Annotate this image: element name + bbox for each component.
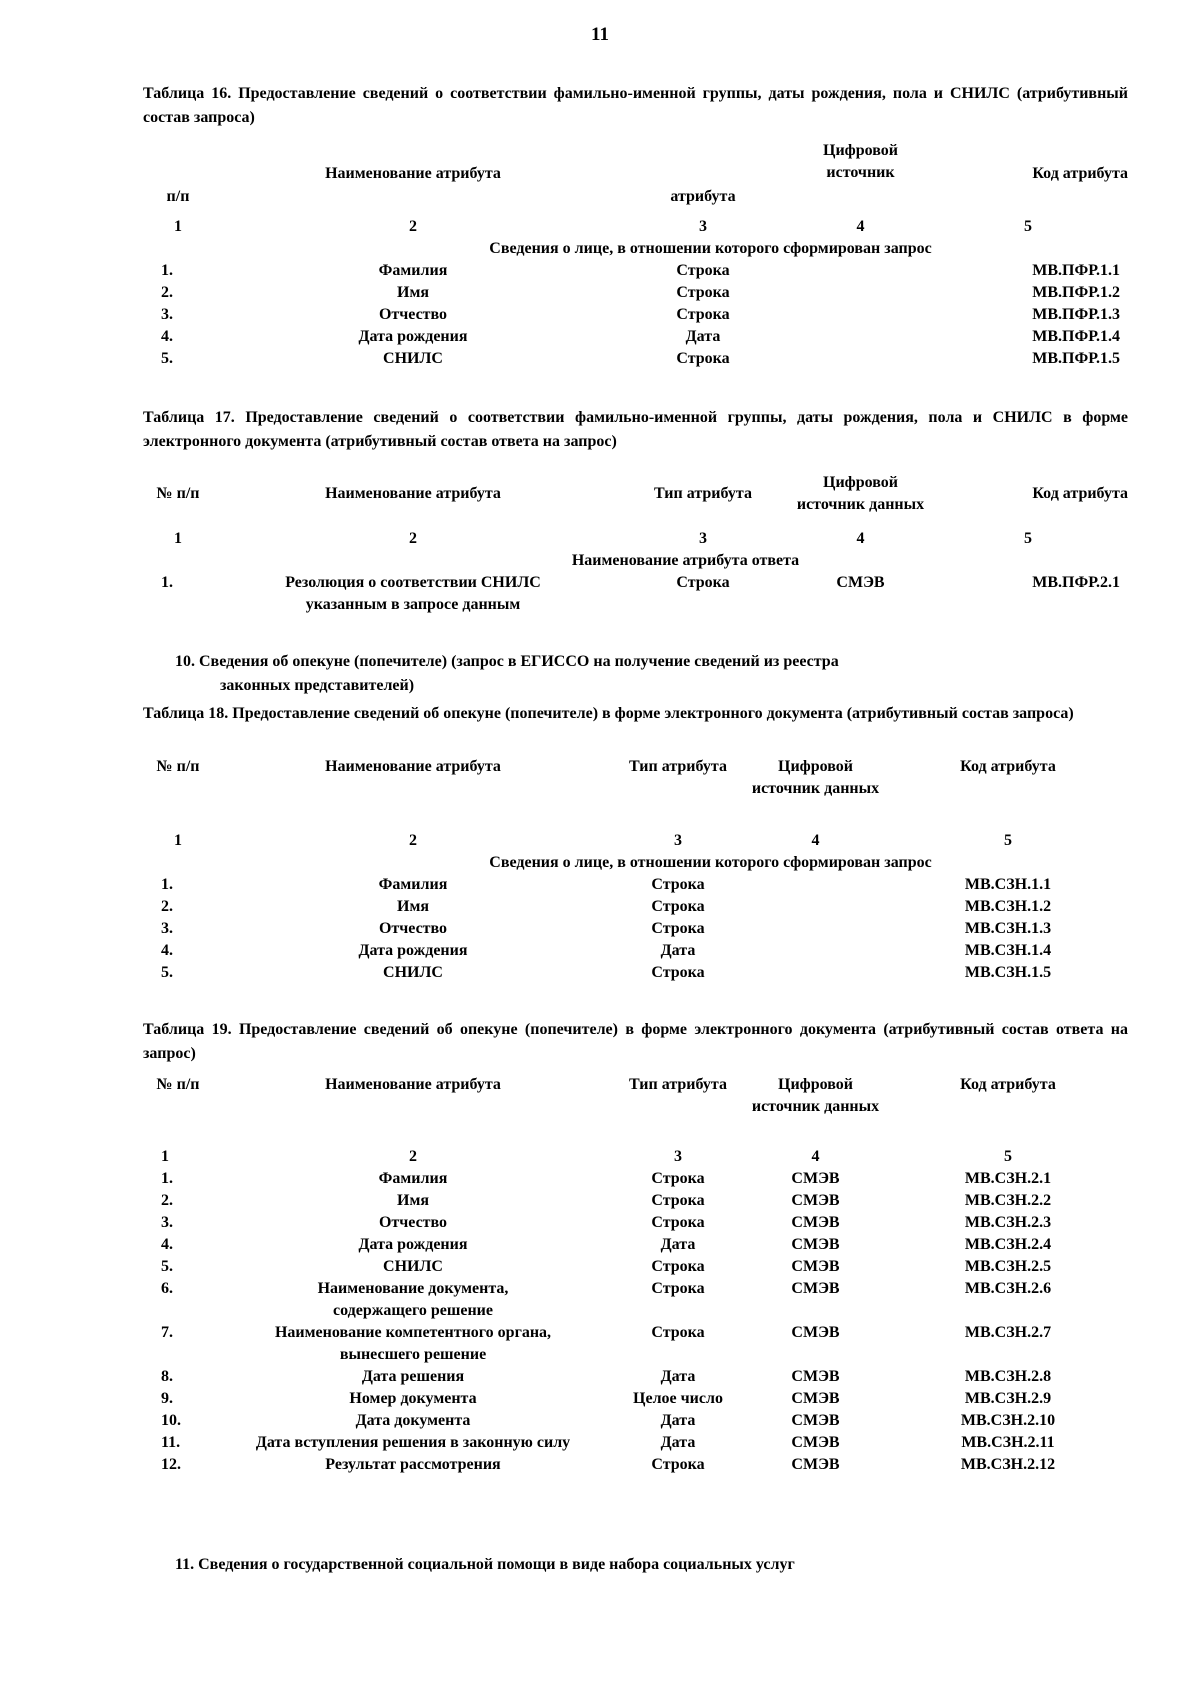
table19-header-type: Тип атрибута [629, 1076, 727, 1093]
table-row [143, 1432, 1128, 1454]
row-number: 7. [161, 1324, 173, 1341]
table18-header-code: Код атрибута [960, 758, 1056, 775]
table19-colnum: 4 [811, 1148, 820, 1165]
table17-colnum-row [143, 528, 1128, 550]
attribute-source: СМЭВ [791, 1390, 840, 1407]
row-number: 1. [161, 1170, 173, 1187]
table18-colnum: 5 [1004, 832, 1012, 849]
attribute-code: МВ.СЗН.1.4 [964, 942, 1052, 959]
attribute-code: МВ.СЗН.1.2 [964, 898, 1052, 915]
attribute-name: Отчество [378, 920, 448, 937]
attribute-name: Фамилия [378, 262, 448, 279]
table16-colnum: 3 [699, 218, 707, 235]
attribute-name: Отчество [378, 1214, 448, 1231]
attribute-type: Строка [676, 350, 730, 367]
row-number: 2. [161, 898, 173, 915]
attribute-name: Номер документа [349, 1390, 477, 1407]
table-row [143, 1410, 1128, 1432]
table19-caption: Таблица 19. Предоставление сведений об опекуне (попечителе) в форме электронного документа (атрибутивный состав ответа на запрос) [143, 1021, 1128, 1062]
attribute-code: МВ.ПФР.1.2 [1032, 284, 1120, 301]
table-row [143, 1454, 1128, 1476]
table16-colnum: 1 [174, 218, 182, 235]
row-number: 2. [161, 284, 173, 301]
attribute-code: МВ.СЗН.2.4 [964, 1236, 1052, 1253]
row-number: 11. [161, 1434, 181, 1451]
attribute-code: МВ.СЗН.2.7 [964, 1324, 1052, 1341]
attribute-source [743, 940, 888, 962]
attribute-name: Имя [397, 1192, 429, 1209]
table17-header-num: № п/п [156, 485, 200, 502]
row-number: 2. [161, 1192, 173, 1209]
row-number: 4. [161, 328, 173, 345]
table16-group-row [143, 238, 1128, 260]
attribute-name: Дата документа [355, 1412, 471, 1429]
table18-header-type: Тип атрибута [629, 758, 727, 775]
attribute-type: Строка [676, 284, 730, 301]
table-row [143, 1256, 1128, 1278]
attribute-source [793, 282, 928, 304]
table16-header-source: Цифровой источник [823, 142, 898, 181]
attribute-source [793, 304, 928, 326]
attribute-source: СМЭВ [791, 1368, 840, 1385]
attribute-type: Строка [651, 1280, 705, 1297]
attribute-source: СМЭВ [791, 1434, 840, 1451]
table16-header-row [143, 140, 1128, 208]
table18-header-name: Наименование атрибута [325, 758, 501, 775]
attribute-type: Дата [660, 1412, 696, 1429]
table17 [143, 460, 1128, 616]
section-10-line2: законных представителей) [220, 677, 415, 694]
table18-colnum: 3 [674, 832, 682, 849]
table18-caption: Таблица 18. Предоставление сведений об опекуне (попечителе) в форме электронного документа (атрибутивный состав запроса) [143, 705, 1074, 722]
attribute-source: СМЭВ [791, 1280, 840, 1297]
attribute-name: Наименование компетентного органа, вынесшего решение [274, 1324, 552, 1363]
row-number: 10. [161, 1412, 181, 1429]
table19-colnum: 1 [161, 1148, 169, 1165]
table17-colnum: 3 [699, 530, 707, 547]
attribute-code: МВ.СЗН.2.2 [964, 1192, 1052, 1209]
table17-colnum: 5 [1024, 530, 1032, 547]
attribute-code: МВ.СЗН.2.8 [964, 1368, 1052, 1385]
row-number: 4. [161, 942, 173, 959]
table19-colnum: 5 [1004, 1148, 1012, 1165]
attribute-code: МВ.СЗН.2.1 [964, 1170, 1052, 1187]
attribute-name: Отчество [378, 306, 448, 323]
attribute-type: Строка [651, 920, 705, 937]
attribute-source [743, 962, 888, 984]
table19-colnum: 2 [409, 1148, 417, 1165]
attribute-name: Имя [397, 898, 429, 915]
attribute-code: МВ.СЗН.2.12 [960, 1456, 1056, 1473]
table-row [143, 1388, 1128, 1410]
row-number: 8. [161, 1368, 173, 1385]
attribute-source: СМЭВ [791, 1324, 840, 1341]
table19-header-row [143, 1074, 1128, 1146]
attribute-type: Дата [660, 942, 696, 959]
table19 [143, 1074, 1128, 1476]
table-row [143, 1322, 1128, 1366]
attribute-name: Дата рождения [358, 1236, 468, 1253]
attribute-source: СМЭВ [791, 1170, 840, 1187]
attribute-source [743, 896, 888, 918]
table-row [143, 260, 1128, 282]
table18-colnum-row [143, 830, 1128, 852]
attribute-type: Строка [676, 262, 730, 279]
row-number: 4. [161, 1236, 173, 1253]
attribute-source [743, 874, 888, 896]
table17-caption: Таблица 17. Предоставление сведений о соответствии фамильно-именной группы, даты рождения, пола и СНИЛС в форме электронного документа (атрибутивный состав ответа на запрос) [143, 409, 1128, 450]
table-row [143, 1168, 1128, 1190]
attribute-name: Результат рассмотрения [325, 1456, 501, 1473]
row-number: 3. [161, 920, 173, 937]
attribute-code: МВ.СЗН.2.11 [961, 1434, 1055, 1451]
table17-header-row [143, 460, 1128, 528]
attribute-type: Строка [651, 1258, 705, 1275]
attribute-type: Строка [651, 876, 705, 893]
row-number: 1. [161, 262, 173, 279]
attribute-source: СМЭВ [791, 1412, 840, 1429]
attribute-type: Строка [651, 1456, 705, 1473]
attribute-name: Фамилия [378, 876, 448, 893]
attribute-type: Строка [651, 898, 705, 915]
attribute-code: МВ.ПФР.1.5 [1032, 350, 1120, 367]
table17-group-row [143, 550, 1128, 572]
table19-header-source: Цифровой источник данных [751, 1076, 880, 1115]
attribute-name: Дата рождения [358, 942, 468, 959]
attribute-name: Дата решения [361, 1368, 465, 1385]
table-row [143, 896, 1128, 918]
row-number: 5. [161, 964, 173, 981]
attribute-name: Имя [397, 284, 429, 301]
table16-colnum: 5 [1024, 218, 1032, 235]
attribute-type: Дата [660, 1368, 696, 1385]
attribute-source [793, 260, 928, 282]
attribute-code: МВ.СЗН.2.10 [960, 1412, 1056, 1429]
table18-colnum: 2 [409, 832, 417, 849]
table-row [143, 1366, 1128, 1388]
attribute-code: МВ.СЗН.2.9 [964, 1390, 1052, 1407]
section-10-heading [175, 650, 1130, 698]
table16-colnum-row [143, 208, 1128, 238]
attribute-type: Строка [676, 306, 730, 323]
table17-header-source: Цифровой источник данных [796, 474, 925, 513]
row-number: 3. [161, 1214, 173, 1231]
table17-colnum: 1 [174, 530, 182, 547]
row-number: 1. [161, 876, 173, 893]
table16 [143, 140, 1128, 370]
attribute-code: МВ.ПФР.1.3 [1032, 306, 1120, 323]
table-row [143, 282, 1128, 304]
attribute-source: СМЭВ [791, 1236, 840, 1253]
table-row [143, 918, 1128, 940]
table-row [143, 940, 1128, 962]
table17-colnum: 2 [409, 530, 417, 547]
table-row [143, 874, 1128, 896]
row-number: 12. [161, 1456, 181, 1473]
attribute-source: СМЭВ [791, 1214, 840, 1231]
table18-header-num: № п/п [156, 758, 200, 775]
attribute-type: Целое число [633, 1390, 723, 1407]
table18 [143, 756, 1128, 984]
table17-header-code: Код атрибута [1032, 485, 1128, 502]
table16-caption: Таблица 16. Предоставление сведений о соответствии фамильно-именной группы, даты рождения, пола и СНИЛС (атрибутивный состав запроса) [143, 85, 1128, 126]
table18-header-source: Цифровой источник данных [751, 758, 880, 797]
attribute-name: Наименование документа, содержащего решение [317, 1280, 509, 1319]
table-row [143, 962, 1128, 984]
table18-group-title: Сведения о лице, в отношении которого сформирован запрос [489, 854, 932, 871]
attribute-source: СМЭВ [836, 574, 885, 591]
table-row [143, 326, 1128, 348]
attribute-type: Строка [651, 964, 705, 981]
attribute-code: МВ.СЗН.2.5 [964, 1258, 1052, 1275]
row-number: 9. [161, 1390, 173, 1407]
attribute-code: МВ.ПФР.2.1 [1032, 574, 1120, 591]
table19-colnum: 3 [674, 1148, 682, 1165]
row-number: 5. [161, 350, 173, 367]
attribute-type: Строка [676, 574, 730, 591]
table17-colnum: 4 [856, 530, 865, 547]
table-row [143, 348, 1128, 370]
row-number: 1. [161, 574, 173, 591]
table16-group-title: Сведения о лице, в отношении которого сформирован запрос [489, 240, 932, 257]
page-number: 11 [591, 24, 609, 45]
attribute-code: МВ.СЗН.1.3 [964, 920, 1052, 937]
attribute-code: МВ.ПФР.1.1 [1032, 262, 1120, 279]
attribute-code: МВ.СЗН.2.6 [964, 1280, 1052, 1297]
row-number: 3. [161, 306, 173, 323]
table19-colnum-row [143, 1146, 1128, 1168]
attribute-name: Фамилия [378, 1170, 448, 1187]
attribute-source: СМЭВ [791, 1456, 840, 1473]
table16-header-code: Код атрибута [1032, 165, 1128, 182]
table18-header-row [143, 756, 1128, 830]
table16-colnum: 2 [409, 218, 417, 235]
table16-colnum: 4 [856, 218, 865, 235]
attribute-type: Дата [660, 1434, 696, 1451]
table19-header-code: Код атрибута [960, 1076, 1056, 1093]
table-row [143, 1278, 1128, 1322]
attribute-name: Резолюция о соответствии СНИЛС указанным в запросе данным [285, 574, 541, 613]
attribute-name: СНИЛС [383, 350, 443, 367]
table16-header-name: Наименование атрибута [325, 165, 501, 182]
table17-header-type: Тип атрибута [654, 485, 752, 502]
row-number: 6. [161, 1280, 173, 1297]
attribute-name: СНИЛС [383, 964, 443, 981]
attribute-type: Дата [685, 328, 721, 345]
attribute-code: МВ.СЗН.1.1 [964, 876, 1052, 893]
table18-group-row [143, 852, 1128, 874]
attribute-source [743, 918, 888, 940]
attribute-source: СМЭВ [791, 1192, 840, 1209]
table19-header-num: № п/п [156, 1076, 200, 1093]
table17-header-name: Наименование атрибута [325, 485, 501, 502]
attribute-code: МВ.СЗН.1.5 [964, 964, 1052, 981]
attribute-type: Строка [651, 1214, 705, 1231]
attribute-code: МВ.ПФР.1.4 [1032, 328, 1120, 345]
attribute-type: Строка [651, 1324, 705, 1341]
table18-colnum: 1 [174, 832, 182, 849]
table17-group-title: Наименование атрибута ответа [571, 552, 800, 569]
table-row [143, 1234, 1128, 1256]
row-number: 5. [161, 1258, 173, 1275]
table-row [143, 572, 1128, 616]
section-10-line1: 10. Сведения об опекуне (попечителе) (запрос в ЕГИССО на получение сведений из реестра [175, 653, 839, 670]
table-row [143, 304, 1128, 326]
table16-header-type: атрибута [670, 188, 736, 205]
attribute-name: Дата вступления решения в законную силу [255, 1434, 571, 1451]
attribute-type: Дата [660, 1236, 696, 1253]
attribute-name: СНИЛС [383, 1258, 443, 1275]
table-row [143, 1212, 1128, 1234]
table19-header-name: Наименование атрибута [325, 1076, 501, 1093]
attribute-name: Дата рождения [358, 328, 468, 345]
attribute-type: Строка [651, 1192, 705, 1209]
attribute-source [793, 326, 928, 348]
attribute-code: МВ.СЗН.2.3 [964, 1214, 1052, 1231]
attribute-source [793, 348, 928, 370]
section-11-heading: 11. Сведения о государственной социальной помощи в виде набора социальных услуг [175, 1556, 795, 1573]
table-row [143, 1190, 1128, 1212]
table18-colnum: 4 [811, 832, 820, 849]
attribute-type: Строка [651, 1170, 705, 1187]
attribute-source: СМЭВ [791, 1258, 840, 1275]
table16-header-num: п/п [166, 188, 190, 205]
